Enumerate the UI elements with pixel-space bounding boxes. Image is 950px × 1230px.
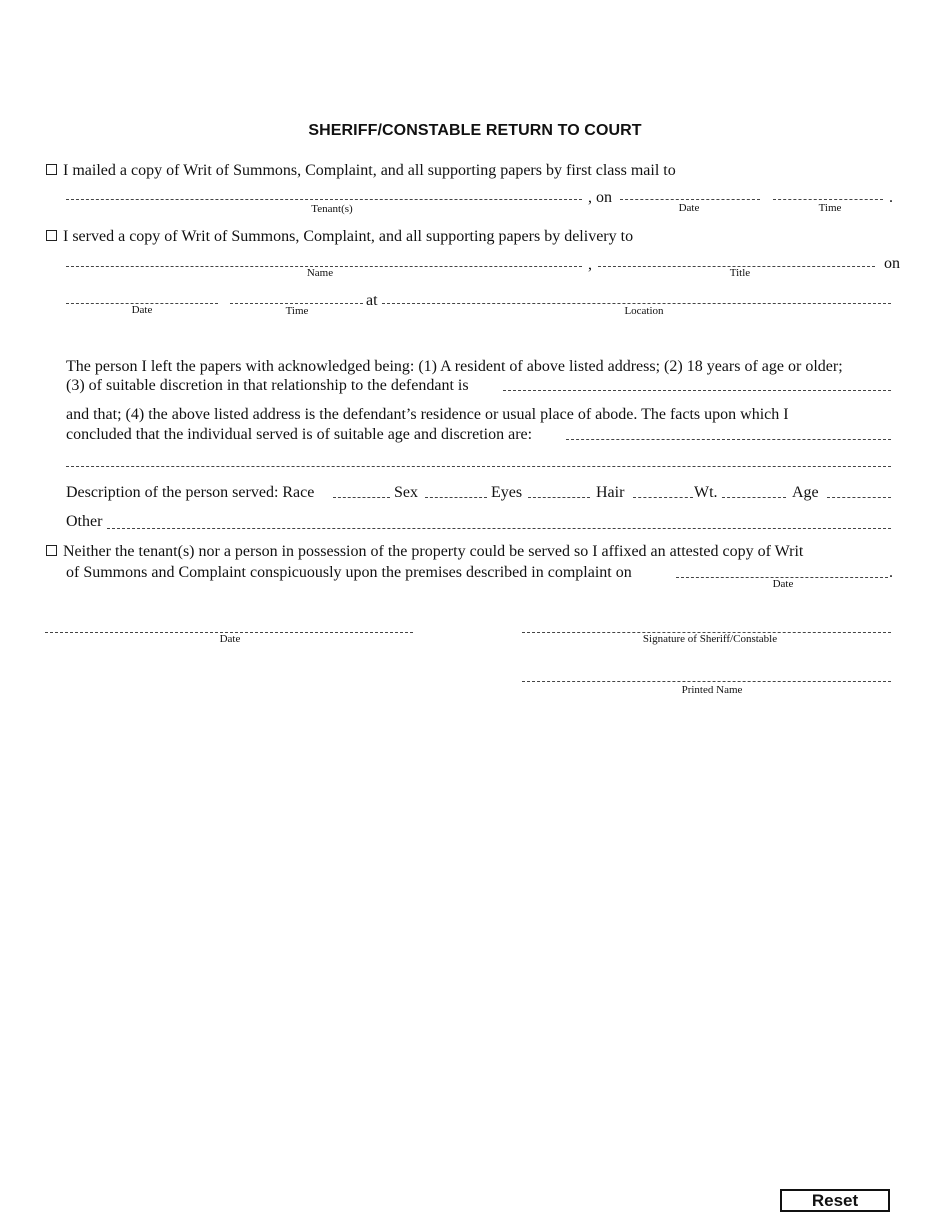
delivery-checkbox[interactable] bbox=[46, 230, 57, 241]
delivery-time-caption: Time bbox=[285, 305, 309, 317]
eyes-field[interactable] bbox=[528, 497, 590, 498]
reset-button[interactable]: Reset bbox=[780, 1189, 890, 1212]
race-field[interactable] bbox=[333, 497, 390, 498]
delivery-location-field[interactable] bbox=[382, 303, 891, 304]
sex-field[interactable] bbox=[425, 497, 487, 498]
wt-label: Wt. bbox=[694, 484, 718, 501]
mail-date-field[interactable] bbox=[620, 199, 760, 200]
age-field[interactable] bbox=[827, 497, 891, 498]
facts-field-1[interactable] bbox=[566, 439, 891, 440]
delivery-name-caption: Name bbox=[306, 267, 334, 279]
wt-field[interactable] bbox=[722, 497, 786, 498]
acknowledged-line-4: concluded that the individual served is of suitable age and discretion are: bbox=[66, 426, 533, 443]
eyes-label: Eyes bbox=[491, 484, 523, 501]
mail-time-caption: Time bbox=[818, 202, 842, 214]
delivery-text: I served a copy of Writ of Summons, Complaint, and all supporting papers by delivery to bbox=[63, 228, 634, 245]
acknowledged-line-1: The person I left the papers with acknowledged being: (1) A resident of above listed address; (2) 18 years of age or older; bbox=[66, 358, 843, 375]
hair-field[interactable] bbox=[633, 497, 693, 498]
mail-text: I mailed a copy of Writ of Summons, Complaint, and all supporting papers by first class mail to bbox=[63, 162, 676, 179]
age-label: Age bbox=[792, 484, 819, 501]
sex-label: Sex bbox=[394, 484, 418, 501]
delivery-statement bbox=[46, 227, 633, 246]
delivery-comma: , bbox=[588, 256, 592, 273]
other-label: Other bbox=[66, 513, 103, 530]
hair-label: Hair bbox=[596, 484, 625, 501]
affixed-period: . bbox=[889, 564, 893, 581]
delivery-title-caption: Title bbox=[729, 267, 751, 279]
affixed-checkbox[interactable] bbox=[46, 545, 57, 556]
mail-statement bbox=[46, 161, 676, 180]
affixed-date-caption: Date bbox=[772, 578, 794, 590]
printed-name-field[interactable] bbox=[522, 681, 891, 682]
description-label: Description of the person served: Race bbox=[66, 484, 315, 501]
affixed-statement bbox=[46, 542, 803, 561]
other-field[interactable] bbox=[107, 528, 891, 529]
acknowledged-line-3: and that; (4) the above listed address is the defendant’s residence or usual place of abode. The facts upon which I bbox=[66, 406, 789, 423]
delivery-on-label: on bbox=[884, 255, 900, 272]
delivery-time-field[interactable] bbox=[230, 303, 363, 304]
signature-date-caption: Date bbox=[219, 633, 241, 645]
delivery-date-caption: Date bbox=[131, 304, 153, 316]
relationship-field[interactable] bbox=[503, 390, 891, 391]
affixed-line-2: of Summons and Complaint conspicuously upon the premises described in complaint on bbox=[66, 564, 632, 581]
delivery-location-caption: Location bbox=[624, 305, 664, 317]
printed-name-caption: Printed Name bbox=[681, 684, 743, 696]
facts-field-2[interactable] bbox=[66, 466, 891, 467]
acknowledged-line-2: (3) of suitable discretion in that relationship to the defendant is bbox=[66, 377, 469, 394]
delivery-at-label: at bbox=[366, 292, 378, 309]
signature-caption: Signature of Sheriff/Constable bbox=[642, 633, 778, 645]
form-title: SHERIFF/CONSTABLE RETURN TO COURT bbox=[308, 122, 642, 139]
tenants-caption: Tenant(s) bbox=[311, 203, 353, 215]
tenants-field[interactable] bbox=[66, 199, 582, 200]
mail-date-caption: Date bbox=[678, 202, 700, 214]
affixed-line-1: Neither the tenant(s) nor a person in possession of the property could be served so I affixed an attested copy of Writ bbox=[63, 543, 804, 560]
mail-time-field[interactable] bbox=[773, 199, 883, 200]
mail-on-label: , on bbox=[588, 189, 612, 206]
mail-period: . bbox=[889, 189, 893, 206]
mail-checkbox[interactable] bbox=[46, 164, 57, 175]
